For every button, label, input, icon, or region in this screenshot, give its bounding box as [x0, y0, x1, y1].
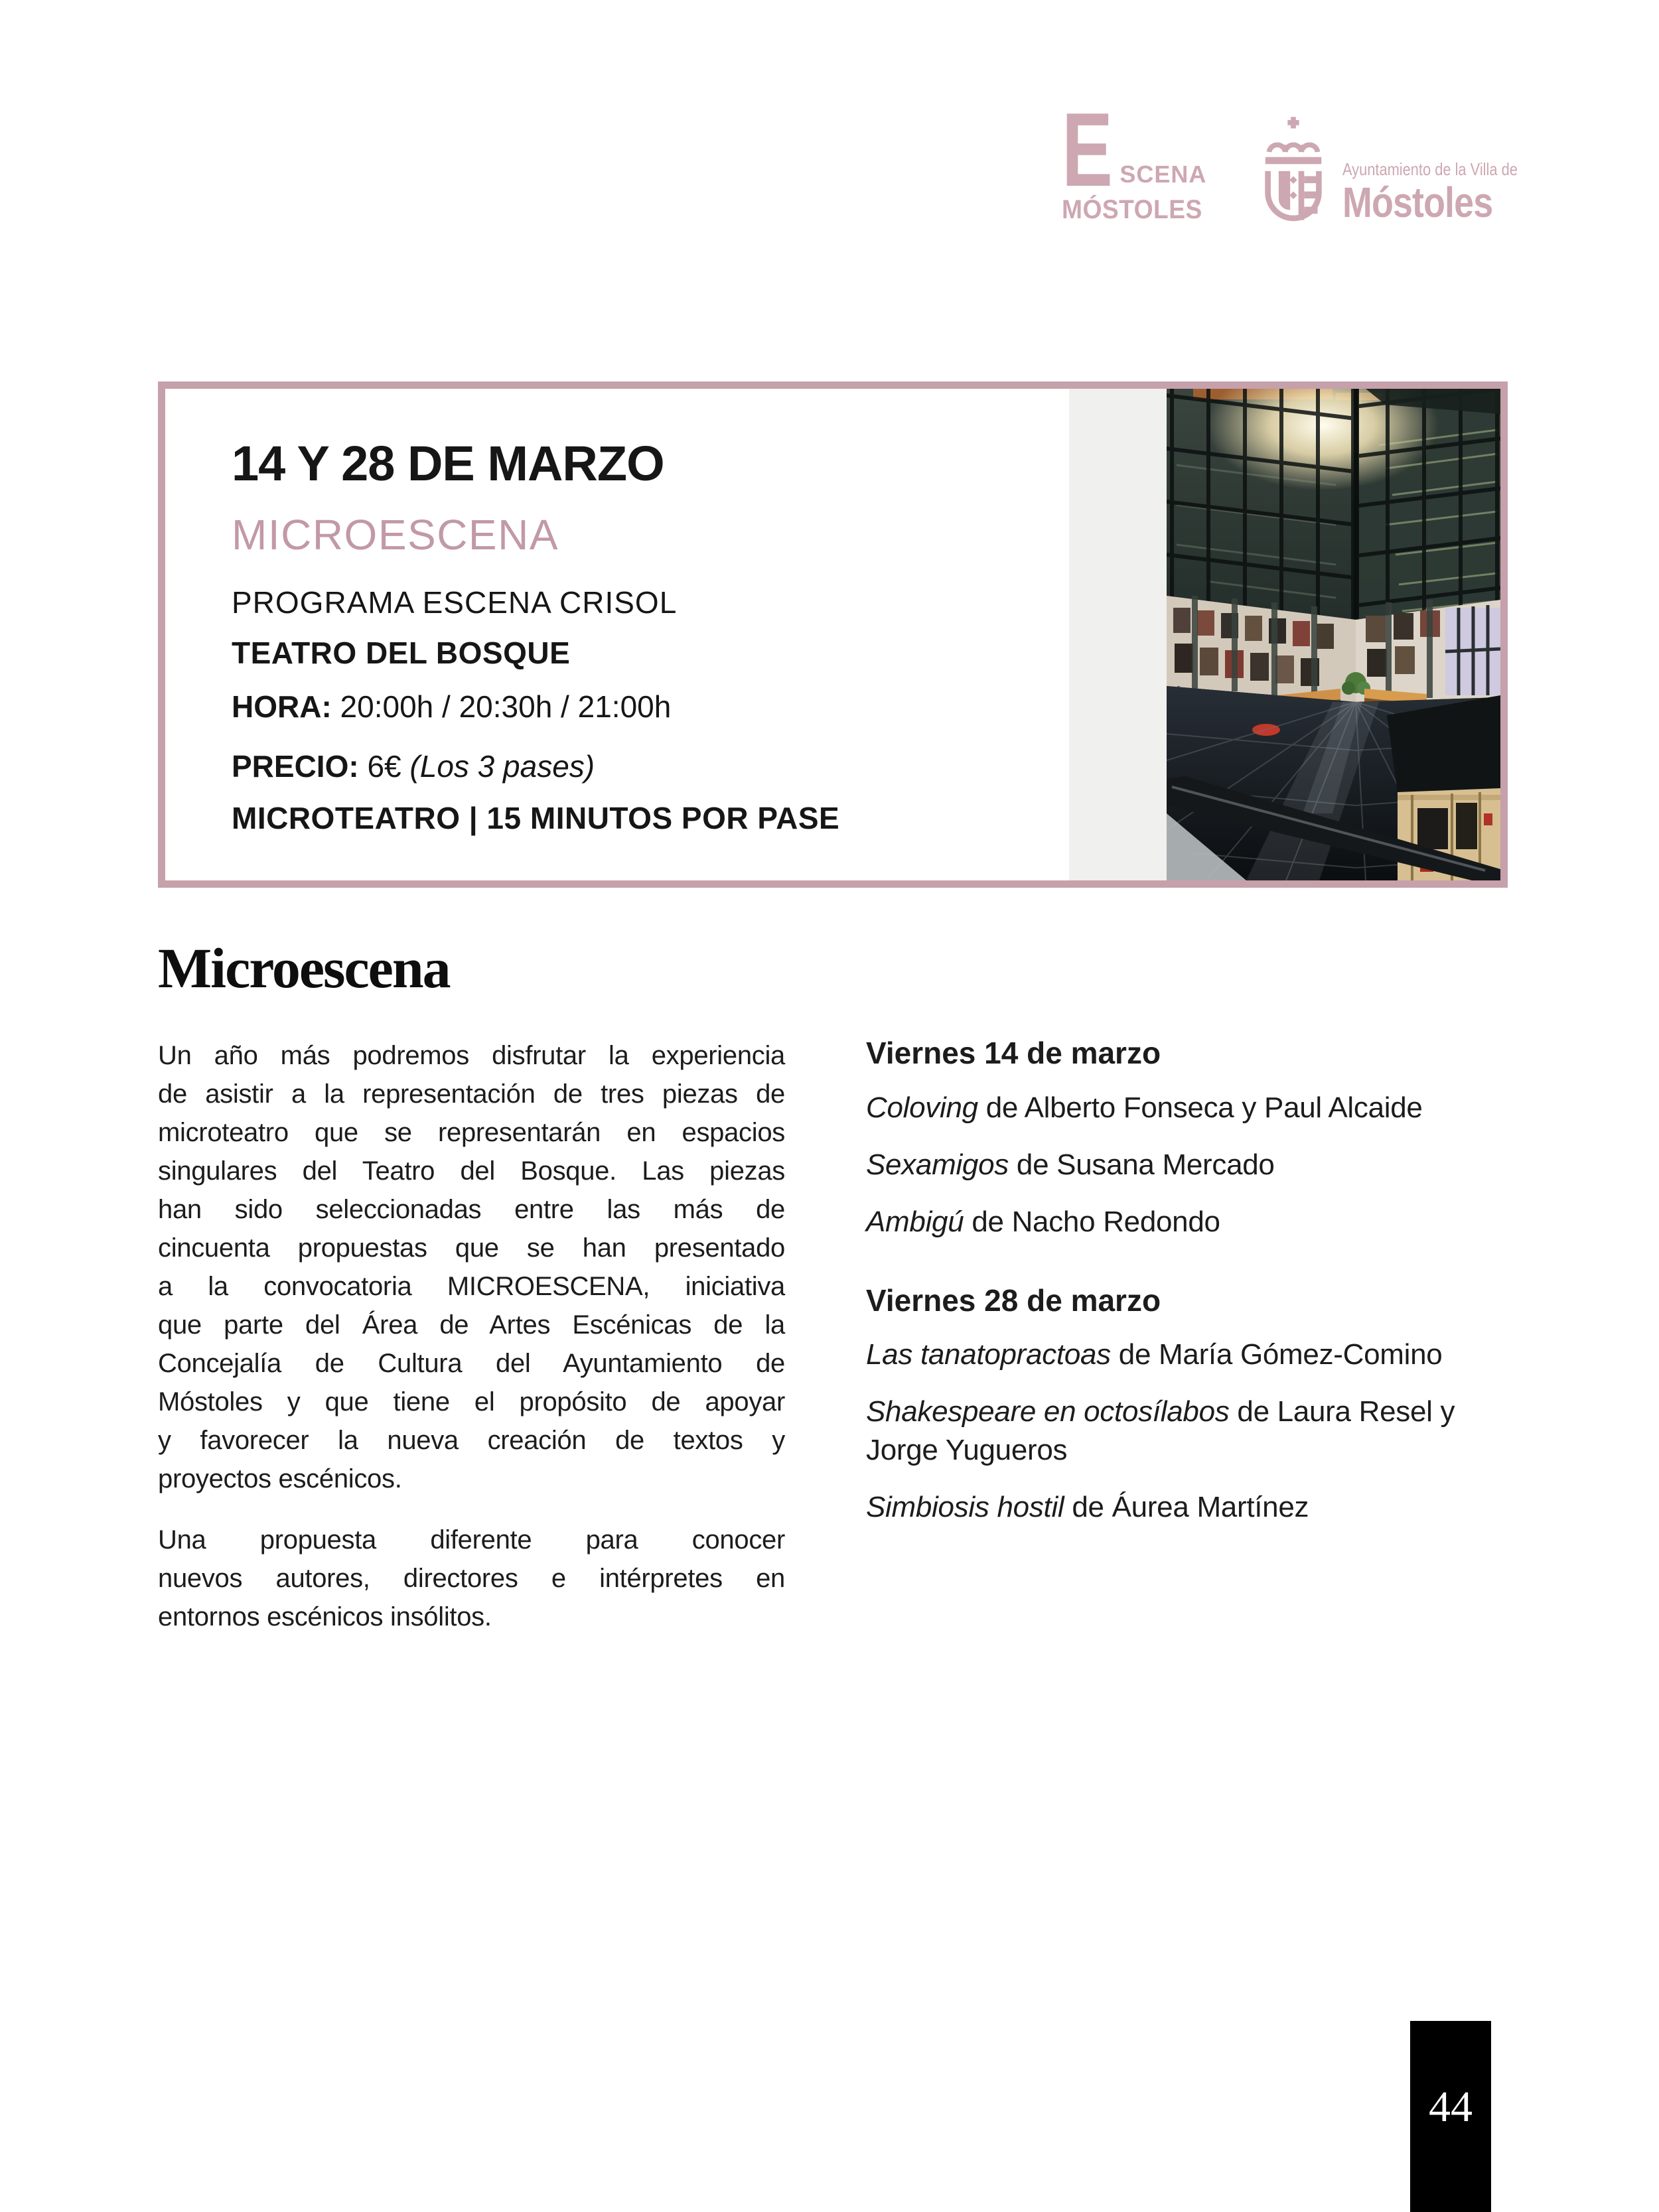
atrium-photo — [1167, 389, 1500, 880]
schedule-item — [866, 1336, 1508, 1374]
price-value: 6€ — [367, 748, 410, 784]
event-card — [158, 381, 1508, 888]
body-line: a la convocatoria MICROESCENA, iniciativa — [158, 1272, 785, 1301]
schedule-item — [866, 1488, 1508, 1527]
body-line: Un año más podremos disfrutar la experiencia — [158, 1041, 785, 1070]
event-time — [232, 691, 1062, 723]
article-body-column — [158, 1036, 785, 1636]
body-line: han sido seleccionadas entre las más de — [158, 1195, 785, 1224]
escena-logo-top — [1062, 92, 1207, 208]
card-gray-strip — [1069, 389, 1167, 880]
time-label: HORA: — [232, 689, 332, 724]
price-note: (Los 3 pases) — [409, 748, 595, 784]
event-program: PROGRAMA ESCENA CRISOL — [232, 585, 678, 620]
body-line: de asistir a la representación de tres piezas de — [158, 1079, 785, 1109]
work-title: Las tanatopractoas — [866, 1338, 1111, 1371]
escena-logo-word2: MÓSTOLES — [1062, 194, 1202, 224]
event-price — [232, 750, 1062, 782]
body-line: nuevos autores, directores e intérpretes en — [158, 1564, 785, 1593]
schedule-column — [866, 1036, 1508, 1636]
schedule-item — [866, 1089, 1508, 1127]
article-heading: Microescena — [158, 936, 450, 1000]
work-title: Shakespeare en octosílabos — [866, 1395, 1230, 1428]
price-spacer — [359, 749, 368, 784]
body-line: cincuenta propuestas que se han presentado — [158, 1233, 785, 1263]
work-title: Simbiosis hostil — [866, 1491, 1064, 1524]
ayuntamiento-logo — [1262, 111, 1551, 226]
header-logos — [1062, 92, 1551, 226]
body-line: singulares del Teatro del Bosque. Las piezas — [158, 1156, 785, 1186]
work-title: Sexamigos — [866, 1148, 1009, 1181]
page-number: 44 — [1429, 2083, 1473, 2131]
ayuntamiento-logo-text — [1342, 159, 1518, 224]
body-line: proyectos escénicos. — [158, 1464, 402, 1493]
work-credit: de Susana Mercado — [1008, 1148, 1275, 1181]
work-credit: de Áurea Martínez — [1064, 1491, 1309, 1524]
atrium-photo-illustration — [1167, 389, 1500, 880]
body-line: y favorecer la nueva creación de textos y — [158, 1426, 785, 1455]
work-credit: de María Gómez-Comino — [1110, 1338, 1443, 1371]
body-line: Una propuesta diferente para conocer — [158, 1525, 785, 1555]
work-credit: de Alberto Fonseca y Paul Alcaide — [977, 1091, 1423, 1124]
event-card-content — [165, 389, 1069, 880]
schedule-heading-14: Viernes 14 de marzo — [866, 1036, 1161, 1070]
time-value — [332, 689, 340, 724]
work-title: Coloving — [866, 1091, 978, 1124]
ayuntamiento-tagline: Ayuntamiento de la Villa de — [1342, 159, 1518, 179]
article-columns — [158, 1036, 1508, 1636]
body-line: Móstoles y que tiene el propósito de apoyar — [158, 1387, 785, 1417]
schedule-item — [866, 1393, 1508, 1470]
body-line: que parte del Área de Artes Escénicas de la — [158, 1310, 785, 1340]
schedule-item — [866, 1146, 1508, 1184]
body-line: entornos escénicos insólitos. — [158, 1602, 492, 1631]
escena-logo-initial: E — [1062, 92, 1112, 208]
event-date: 14 Y 28 DE MARZO — [232, 436, 664, 491]
page-number-box — [1410, 2021, 1491, 2212]
event-format: MICROTEATRO | 15 MINUTOS POR PASE — [232, 801, 840, 836]
time-value-text: 20:00h / 20:30h / 21:00h — [340, 689, 672, 724]
body-line: microteatro que se representarán en espacios — [158, 1118, 785, 1147]
event-title: MICROESCENA — [232, 511, 559, 559]
ayuntamiento-city: Móstoles — [1342, 178, 1493, 226]
article — [158, 936, 1508, 1636]
event-venue: TEATRO DEL BOSQUE — [232, 636, 571, 671]
escena-logo-word1: SCENA — [1119, 160, 1207, 188]
work-credit: de Nacho Redondo — [964, 1205, 1220, 1238]
body-line: Concejalía de Cultura del Ayuntamiento de — [158, 1349, 785, 1378]
schedule-item — [866, 1203, 1508, 1241]
escena-mostoles-logo — [1062, 92, 1207, 225]
work-credit: de Laura Resel y Jorge Yugueros — [866, 1395, 1455, 1467]
work-title: Ambigú — [866, 1205, 964, 1238]
mostoles-coat-of-arms-icon — [1262, 111, 1325, 226]
price-label: PRECIO: — [232, 748, 359, 784]
schedule-heading-28: Viernes 28 de marzo — [866, 1282, 1161, 1318]
